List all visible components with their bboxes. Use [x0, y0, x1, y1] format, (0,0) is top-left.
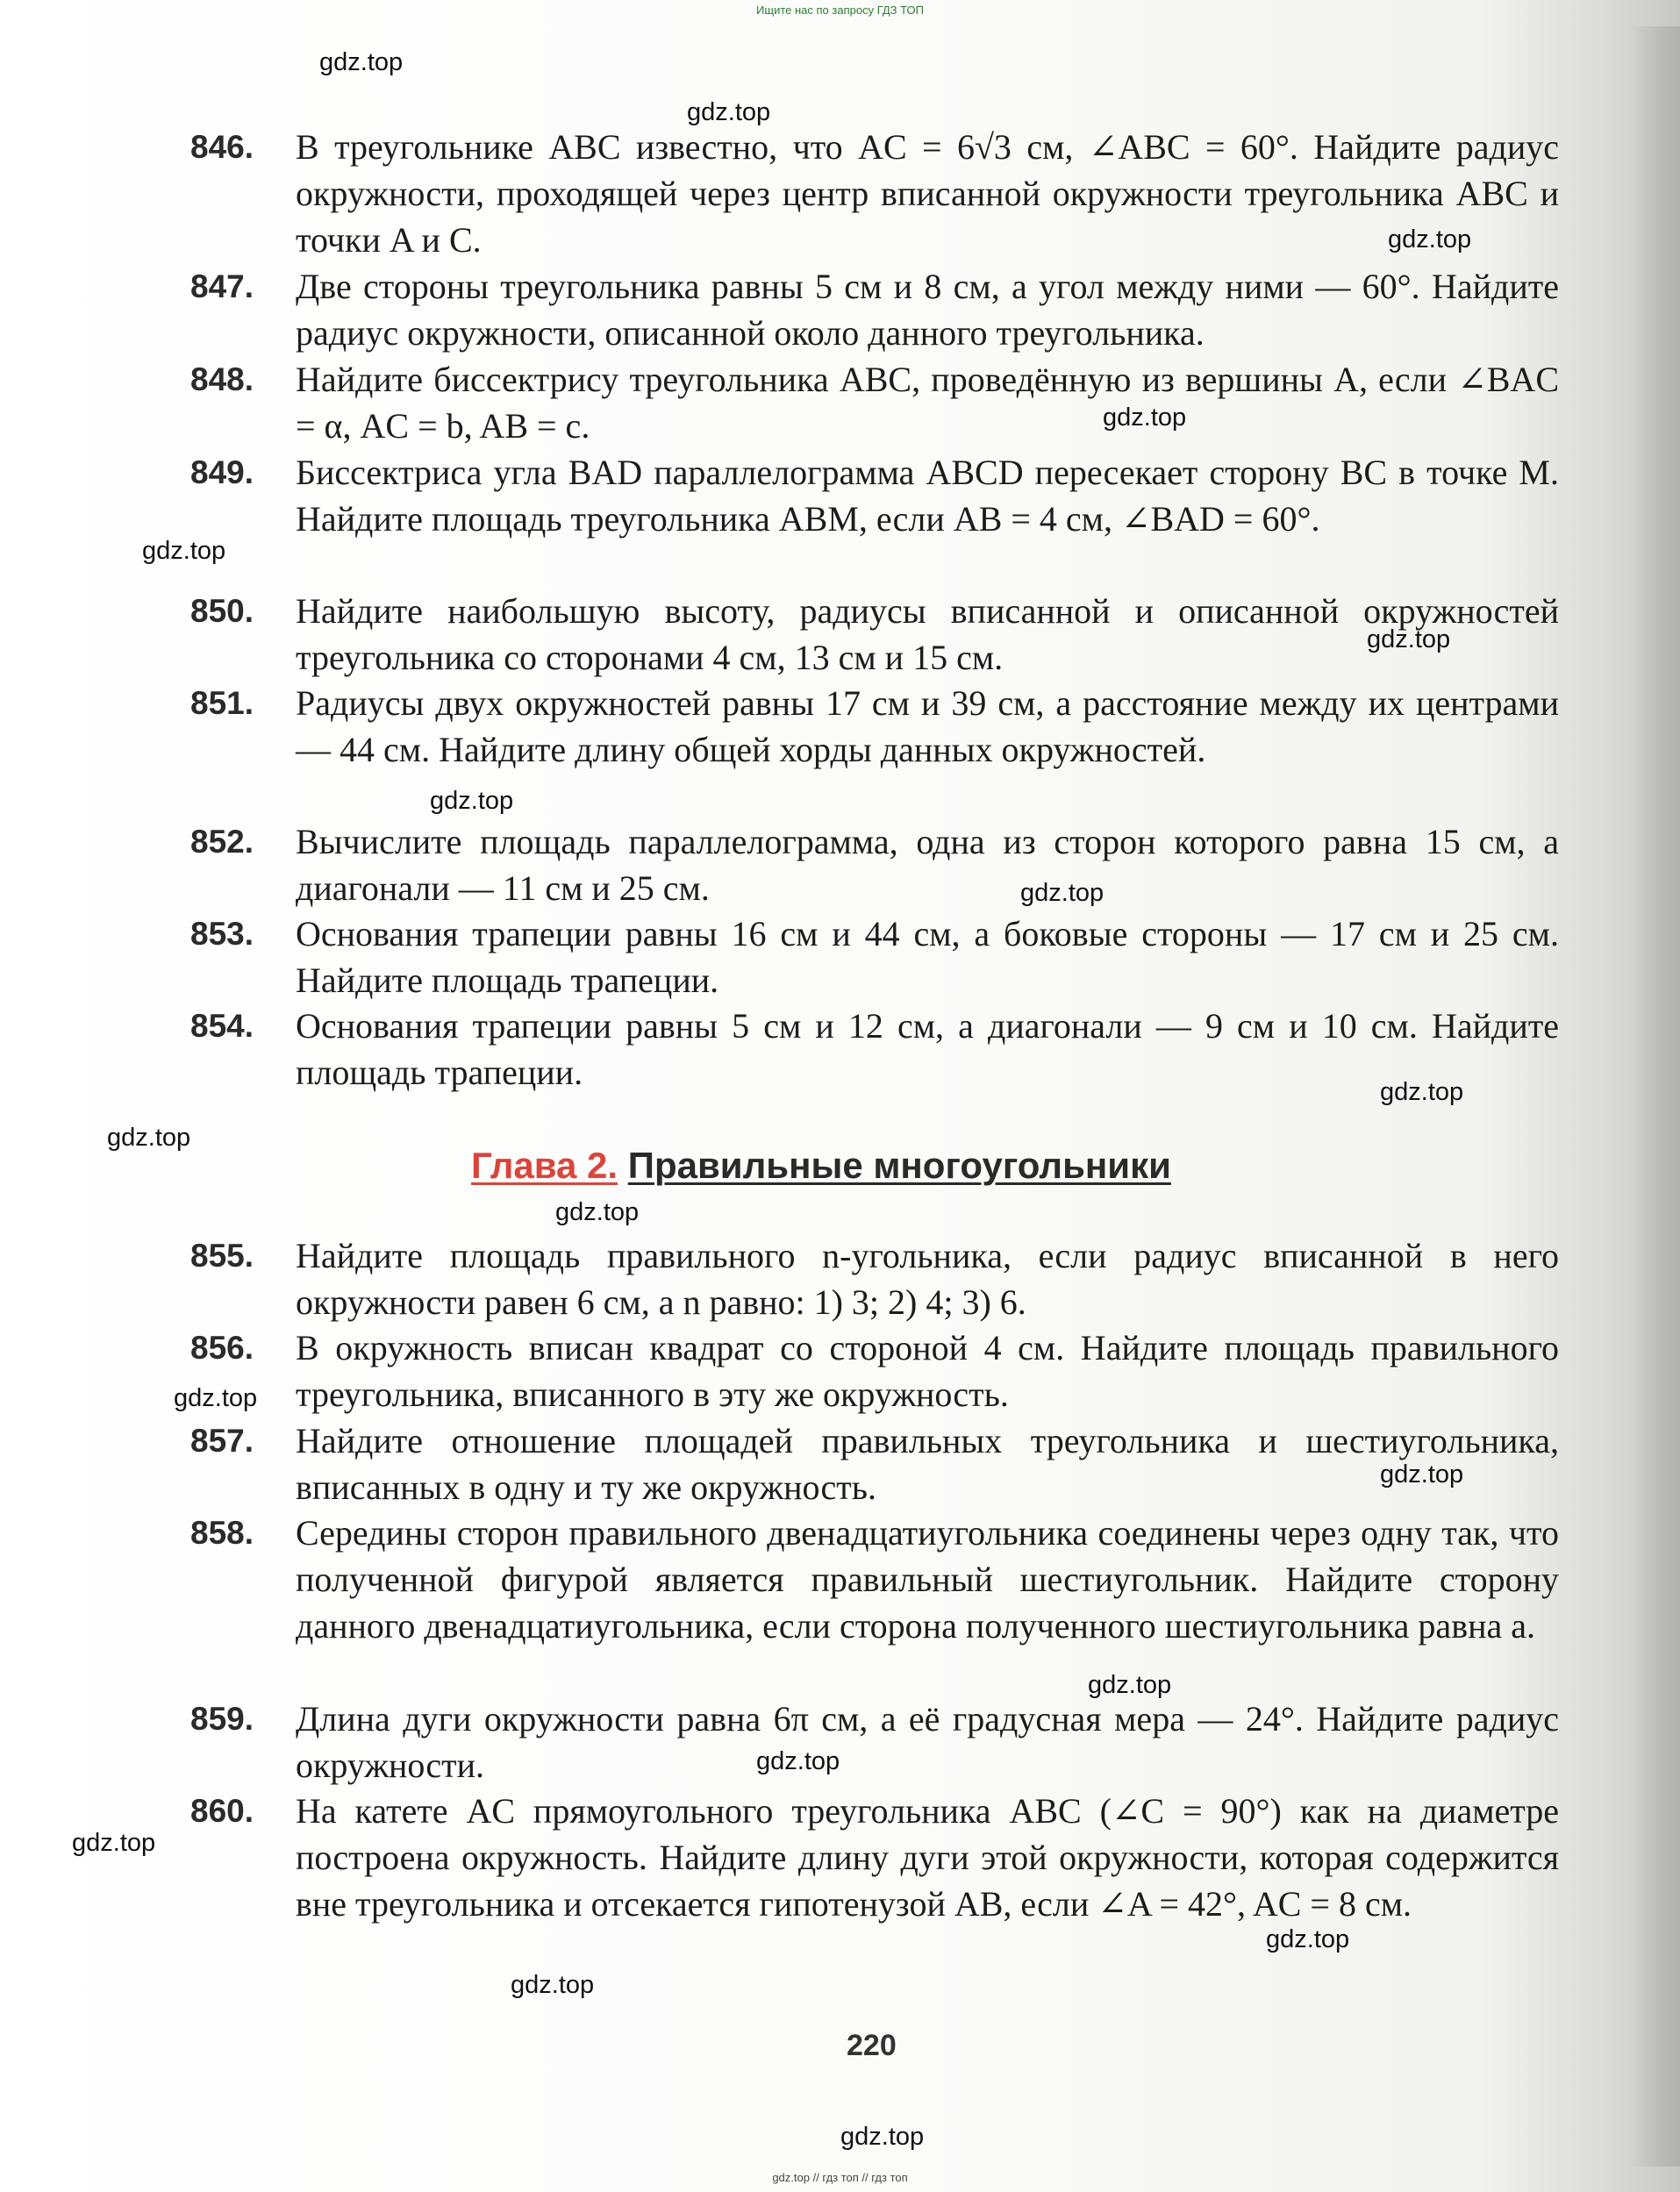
watermark-text: gdz.top	[687, 98, 771, 126]
chapter-heading	[471, 1145, 1171, 1187]
watermark-text: gdz.top	[1380, 1078, 1464, 1106]
problem-text: Середины сторон правильного двенадцатиугольника соединены через одну так, что полученной фигурой является правильный шестиугольник. Найдите сторону данного двенадцатиугольника, если сторона полученного шестиугольника равна a.	[296, 1513, 1559, 1646]
problem-text: Основания трапеции равны 5 см и 12 см, а диагонали — 9 см и 10 см. Найдите площадь трапеции.	[296, 1006, 1559, 1092]
watermark-text: gdz.top	[142, 537, 226, 565]
chapter-title: Правильные многоугольники	[627, 1145, 1171, 1186]
problem-text: Найдите площадь правильного n-угольника, если радиус вписанной в него окружности равен 6 см, а n равно: 1) 3; 2) 4; 3) 6.	[296, 1236, 1559, 1322]
chapter-label: Глава 2.	[471, 1145, 618, 1186]
problem-number: 860.	[190, 1793, 254, 1829]
problem-number: 847.	[190, 268, 254, 304]
watermark-text: gdz.top	[555, 1198, 640, 1226]
problem-number: 857.	[190, 1423, 254, 1459]
watermark-text: gdz.top	[174, 1384, 258, 1412]
watermark-text: gdz.top	[1380, 1460, 1464, 1489]
watermark-text: gdz.top	[319, 48, 404, 76]
watermark-text: gdz.top	[1020, 879, 1105, 907]
problem-text: Основания трапеции равны 16 см и 44 см, а боковые стороны — 17 см и 25 см. Найдите площадь трапеции.	[296, 914, 1559, 1000]
problem-text: Две стороны треугольника равны 5 см и 8 см, а угол между ними — 60°. Найдите радиус окружности, описанной около данного треугольника.	[296, 267, 1559, 353]
problem-text: Биссектриса угла BAD параллелограмма ABCD пересекает сторону BC в точке M. Найдите площадь треугольника ABM, если AB = 4 см, ∠BAD = 60°.	[296, 453, 1559, 539]
problem-text: Найдите наибольшую высоту, радиусы вписанной и описанной окружностей треугольника со сторонами 4 см, 13 см и 15 см.	[296, 591, 1559, 677]
problem-text: В окружность вписан квадрат со стороной 4 см. Найдите площадь правильного треугольника, вписанного в эту же окружность.	[296, 1328, 1559, 1414]
watermark-text: gdz.top	[1088, 1671, 1172, 1699]
problem-number: 848.	[190, 361, 254, 397]
bottom-banner: gdz.top // гдз топ // гдз топ	[772, 2171, 908, 2184]
watermark-text: gdz.top	[107, 1124, 191, 1152]
problem-number: 846.	[190, 129, 254, 165]
problem-text: Найдите отношение площадей правильных треугольника и шестиугольника, вписанных в одну и ту же окружность.	[296, 1421, 1559, 1507]
problem-text: Радиусы двух окружностей равны 17 см и 39 см, а расстояние между их центрами — 44 см. Найдите длину общей хорды данных окружностей.	[296, 683, 1559, 769]
top-banner: Ищите нас по запросу ГДЗ ТОП	[756, 4, 924, 17]
watermark-text: gdz.top	[1367, 625, 1451, 653]
problem-number: 852.	[190, 824, 254, 860]
problem-text: Вычислите площадь параллелограмма, одна из сторон которого равна 15 см, а диагонали — 11 см и 25 см.	[296, 822, 1559, 908]
page-edge-shadow	[1627, 26, 1680, 2167]
watermark-text: gdz.top	[1266, 1925, 1350, 1953]
watermark-text: gdz.top	[1103, 403, 1187, 432]
page-number: 220	[847, 2029, 897, 2062]
watermark-text: gdz.top	[430, 787, 514, 815]
problem-number: 858.	[190, 1515, 254, 1551]
problem-number: 850.	[190, 593, 254, 629]
watermark-text: gdz.top	[756, 1747, 840, 1775]
watermark-text: gdz.top	[511, 1971, 595, 1999]
problem-text: Длина дуги окружности равна 6π см, а её градусная мера — 24°. Найдите радиус окружности.	[296, 1699, 1559, 1785]
problem-number: 856.	[190, 1330, 254, 1366]
problem-number: 853.	[190, 916, 254, 952]
problem-text: Найдите биссектрису треугольника ABC, проведённую из вершины A, если ∠BAC = α, AC = b, AB = c.	[296, 360, 1559, 446]
problem-number: 849.	[190, 454, 254, 490]
problem-number: 851.	[190, 685, 254, 721]
problem-number: 855.	[190, 1238, 254, 1274]
problem-text: На катете AC прямоугольного треугольника ABC (∠C = 90°) как на диаметре построена окружность. Найдите длину дуги этой окружности, которая содержится вне треугольника и отсекается гипотенузой AB, если ∠A = 42°, AC = 8 см.	[296, 1791, 1559, 1924]
watermark-text: gdz.top	[1388, 225, 1472, 253]
watermark-text: gdz.top	[840, 2123, 925, 2151]
problem-text: В треугольнике ABC известно, что AC = 6√3 см, ∠ABC = 60°. Найдите радиус окружности, проходящей через центр вписанной окружности треугольника ABC и точки A и C.	[296, 127, 1559, 260]
problem-number: 859.	[190, 1701, 254, 1737]
problem-number: 854.	[190, 1008, 254, 1044]
watermark-text: gdz.top	[72, 1829, 156, 1857]
